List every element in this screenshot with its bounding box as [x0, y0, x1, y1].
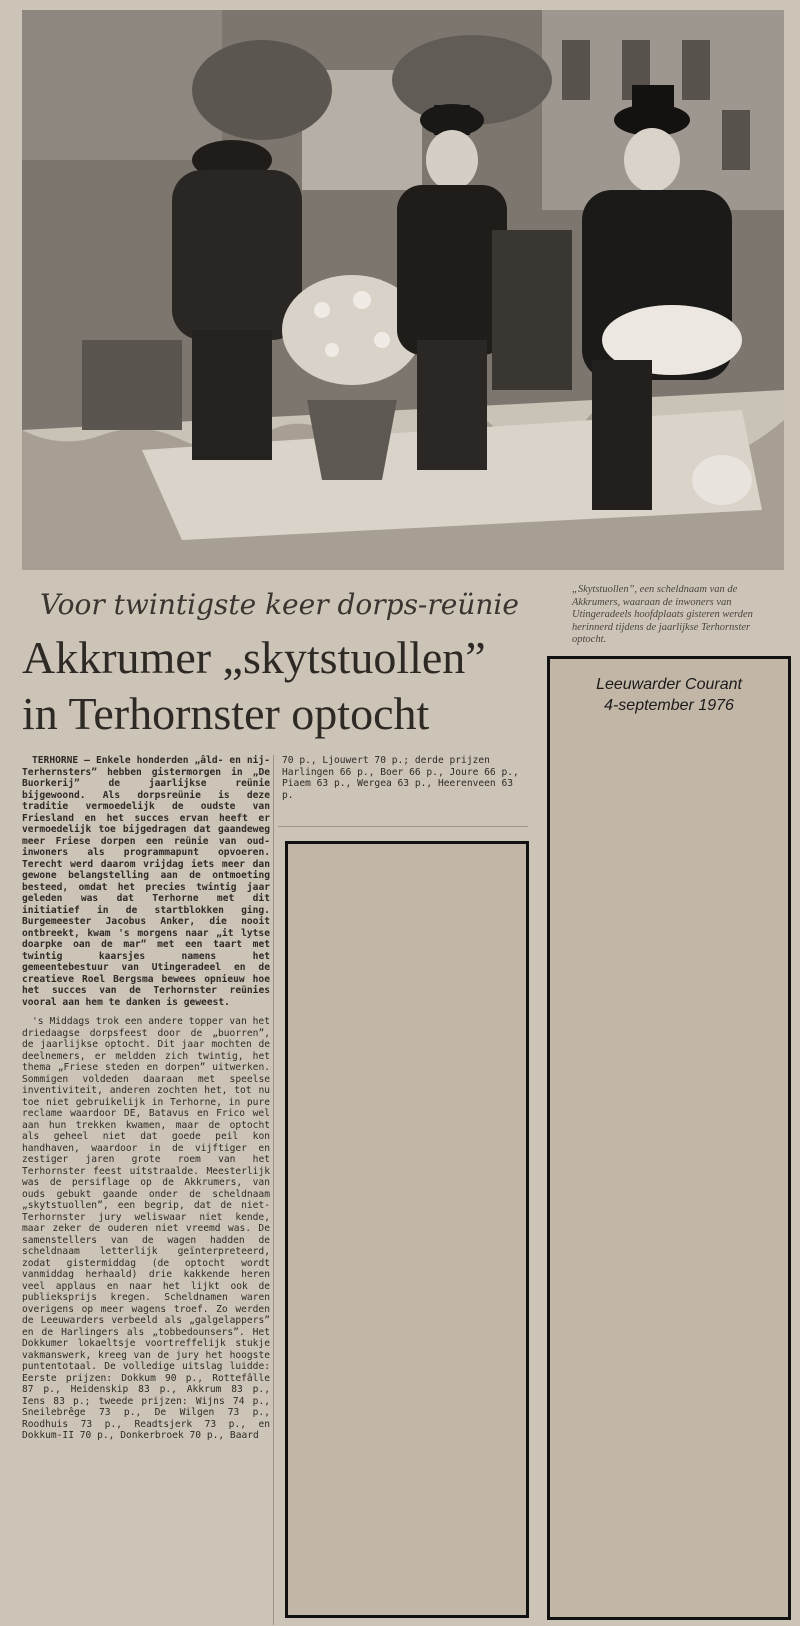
building-left: [22, 10, 222, 160]
headline-main: [22, 630, 562, 742]
headline-kicker: Voor twintigste keer dorps-reünie: [40, 588, 519, 621]
article-paragraph-1-text: Enkele honderden „âld- en nij-Terhernsters” hebben gistermorgen in „De Buorkerij” de jaarlijkse reünie bijgewoond. Als dorpsreünie is deze traditie vermoedelijk de oudste van Friesland en het succes ervan heeft er vermoedelijk toe bijgedragen dat gaandeweg meer Friese dorpen een reünie van oud-inwoners als programmapunt opvoeren. Terecht werd daarom vrijdag iets meer dan gewone belangstelling aan de ontmoeting besteed, omdat het precies twintig jaar geleden was dat Terhorne met dit initiatief in de startblokken ging. Burgemeester Jacobus Anker, die nooit ontbreekt, kwam 's morgens naar „it lytse doarpke oan de mar” met een taart met twintig kaarsjes namens het gemeentebestuur van Utingeradeel en de creatieve Roel Bergsma bewees opnieuw hoe het succes van de Terhornster reünies vooral aan hem te danken is geweest.: [22, 755, 271, 1008]
photo-illustration: [22, 10, 784, 570]
tree: [192, 40, 332, 140]
photo-caption: „Skytstuollen”, een scheldnaam van de Akkrumers, waaraan de inwoners van Utingeradeels hoofdplaats gisteren werden herinnerd tijdens de jaarlijkse Terhornster optocht.: [572, 584, 753, 645]
person-left: [172, 170, 302, 340]
source-publication: Leeuwarder Courant: [596, 676, 742, 693]
source-date: 4-september 1976: [604, 697, 734, 714]
dateline: TERHORNE —: [32, 755, 90, 766]
flower-pot: [307, 400, 397, 480]
source-label: [547, 674, 791, 716]
article-paragraph-2: 's Middags trok een andere topper van het driedaagse dorpsfeest door de „buorren”, de jaarlijkse optocht. Dit jaar mochten de deelnemers, er meldden zich twintig, het thema „Friese steden en dorpen” uitwerken. Sommigen voldeden daaraan met speelse inventiviteit, anderen zochten het, tot nu toe niet gebruikelijk in Terhorne, in pure reclame waardoor DE, Batavus en Frico wel aan hun trekken kwamen, maar de optocht als geheel niet dat goede peil kon handhaven, waardoor in de vijftiger en zestiger jaren grote roem van het Terhornster feest uitstraalde. Meesterlijk was de persiflage op de Akkrumers, van ouds gebukt gaande onder de scheldnaam „skytstuollen”, een begrip, dat de niet-Terhornster jury weliswaar niet kende, maar zeker de ouderen niet vreemd was. De samenstellers van de wagen hadden de scheldnaam letterlijk geïnterpreteerd, zodat gistermiddag (de optocht wordt vanmiddag herhaald) drie kakkende heren veel applaus en naar het lijkt ook de publieksprijs kregen. Scheldnamen waren overigens op meer wagens troef. Zo werden de Leeuwarders verbeeld als „galgelappers” en de Harlingers als „tobbedounsers”. Het Dokkumer lokaeltsje voortreffelijk stukje vakmanswerk, kreeg van de jury het hoogste puntentotaal. De volledige uitslag luidde: Eerste prijzen: Dokkum 90 p., Rottefâlle 87 p., Heidenskip 83 p., Akkrum 83 p., Iens 83 p.; tweede prijzen: Wijns 74 p., Sneilebrêge 73 p., De Wilgen 73 p., Roodhuis 73 p., Readtsjerk 73 p., en Dokkum-II 70 p., Donkerbroek 70 p., Baard: [22, 1016, 270, 1441]
article-paragraph-1: [22, 755, 270, 1008]
flowers-right: [692, 455, 752, 505]
empty-box-left: [285, 841, 529, 1618]
headline-line-1: Akkrumer „skytstuollen”: [22, 632, 486, 683]
column-rule: [278, 826, 528, 827]
source-box: [547, 656, 791, 1620]
chair-middle: [492, 230, 572, 390]
person-middle: [397, 185, 507, 355]
article-column-2: 70 p., Ljouwert 70 p.; derde prijzen Harlingen 66 p., Boer 66 p., Joure 66 p., Piaem 63 p., Wergea 63 p., Heerenveen 63 p.: [282, 755, 519, 801]
column-divider: [273, 755, 274, 1625]
chair-left: [82, 340, 182, 430]
headline-line-2: in Terhornster optocht: [22, 688, 430, 739]
article-column-1: [22, 755, 270, 1450]
news-photo: [22, 10, 784, 570]
